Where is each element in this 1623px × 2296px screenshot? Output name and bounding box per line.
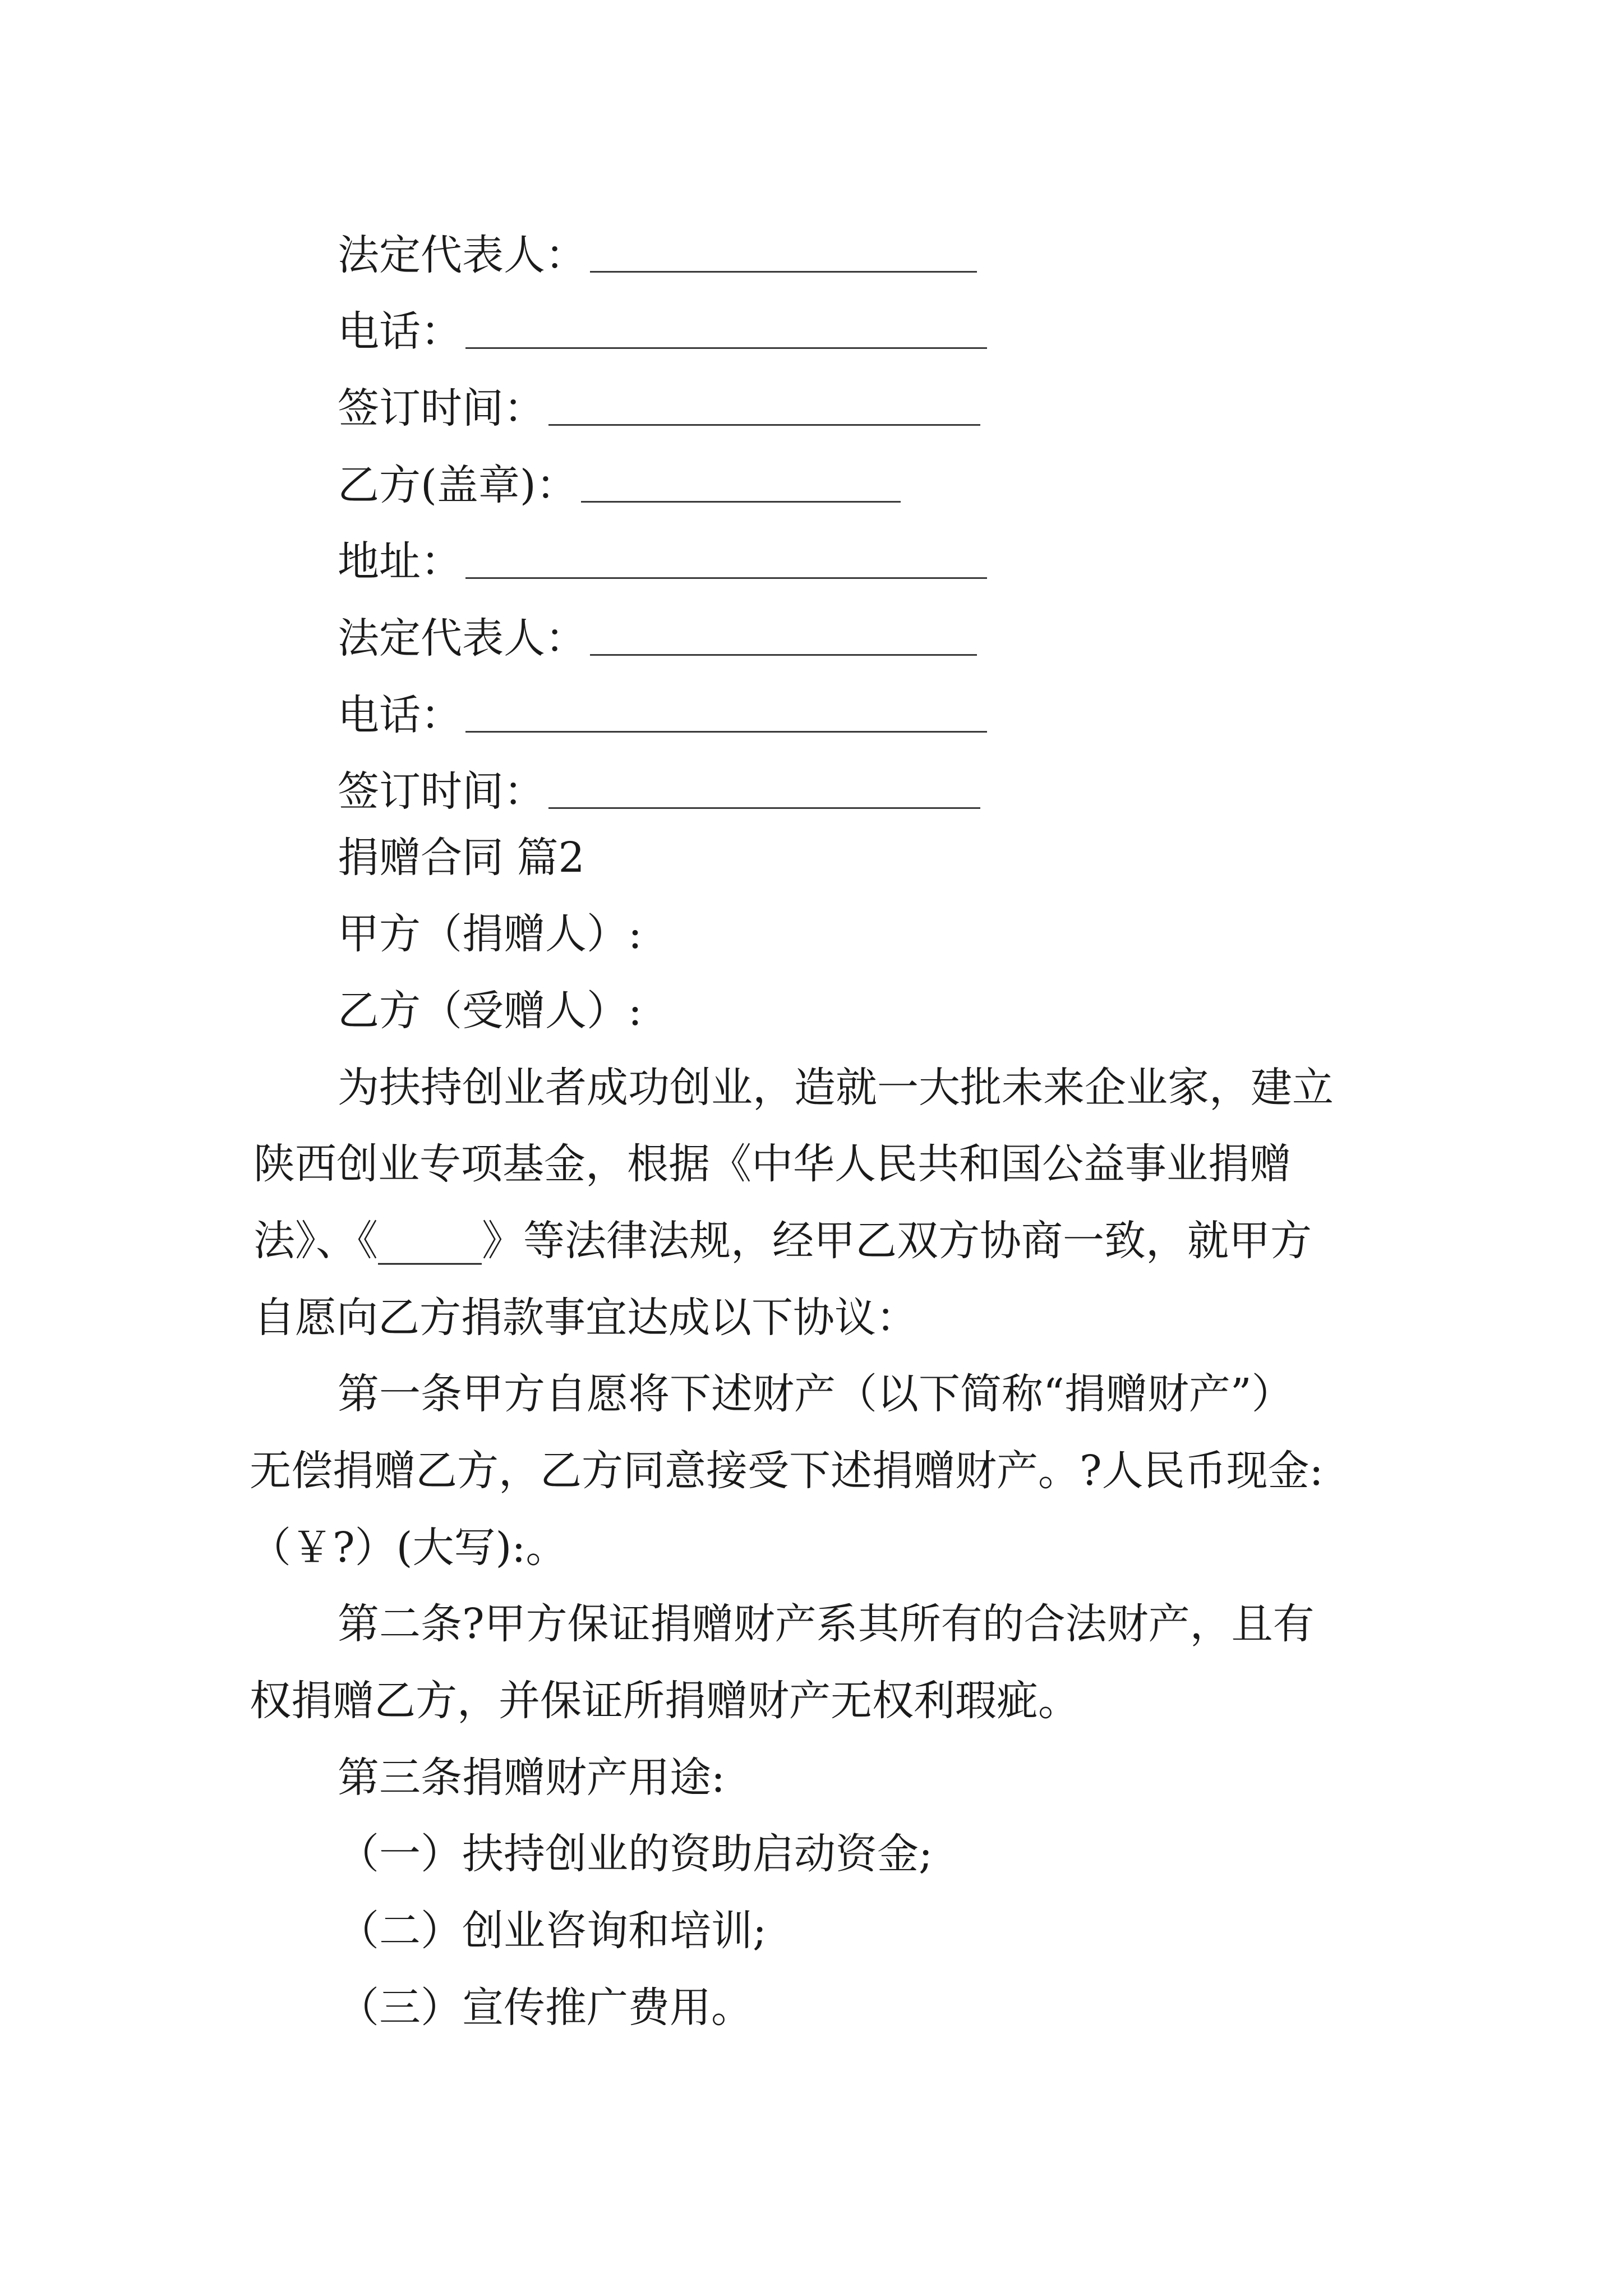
sign-time-blank (548, 807, 980, 809)
article1-line-1: 第一条甲方自愿将下述财产（以下简称“捐赠财产”） (338, 1370, 1293, 1418)
legal-rep-label: 法定代表人： (338, 231, 587, 279)
legal-rep-field-b (338, 603, 977, 662)
phone-label: 电话： (338, 307, 462, 356)
phone-blank (465, 347, 987, 349)
party-a-line: 甲方（捐赠人）: (338, 910, 642, 958)
phone-label: 电话： (338, 691, 462, 739)
party-b-seal-field (338, 450, 901, 509)
sign-time-label: 签订时间： (338, 767, 545, 816)
party-b-line: 乙方（受赠人）: (338, 987, 642, 1035)
sign-time-field-a (338, 373, 980, 432)
legal-rep-blank (590, 271, 977, 273)
legal-rep-field-a (338, 220, 977, 279)
party-b-seal-blank (581, 501, 901, 503)
article3-item-1: （一）扶持创业的资助启动资金; (338, 1830, 933, 1878)
address-blank (465, 577, 987, 579)
preamble-line-4: 自愿向乙方捐款事宜达成以下协议： (253, 1294, 917, 1342)
legal-rep-blank (590, 654, 977, 656)
phone-blank (465, 731, 987, 733)
article3-item-2: （二）创业咨询和培训; (338, 1907, 767, 1955)
phone-field-b (338, 680, 987, 739)
legal-rep-label: 法定代表人： (338, 614, 587, 662)
sign-time-blank (548, 424, 980, 426)
sign-time-field-b (338, 756, 980, 816)
preamble-line-3: 法》、《_____》等法律法规，经甲乙双方协商一致，就甲方 (253, 1217, 1312, 1265)
phone-field-a (338, 296, 987, 356)
preamble-line-2: 陕西创业专项基金，根据《中华人民共和国公益事业捐赠 (253, 1140, 1291, 1188)
address-label: 地址： (338, 537, 462, 586)
article2-line-2: 权捐赠乙方，并保证所捐赠财产无权利瑕疵。 (250, 1677, 1080, 1725)
address-field-b (338, 526, 987, 586)
party-b-seal-label: 乙方(盖章)： (338, 461, 578, 509)
article2-line-1: 第二条?甲方保证捐赠财产系其所有的合法财产，且有 (338, 1600, 1315, 1648)
article3-title: 第三条捐赠财产用途: (338, 1754, 725, 1802)
article3-item-3: （三）宣传推广费用。 (338, 1984, 753, 2032)
sign-time-label: 签订时间： (338, 384, 545, 432)
article1-line-3: （￥?）(大写):。 (250, 1524, 568, 1572)
preamble-line-1: 为扶持创业者成功创业，造就一大批未来企业家，建立 (338, 1064, 1334, 1112)
article1-line-2: 无偿捐赠乙方，乙方同意接受下述捐赠财产。?人民币现金: (250, 1447, 1324, 1495)
section-title: 捐赠合同 篇2 (338, 834, 585, 882)
